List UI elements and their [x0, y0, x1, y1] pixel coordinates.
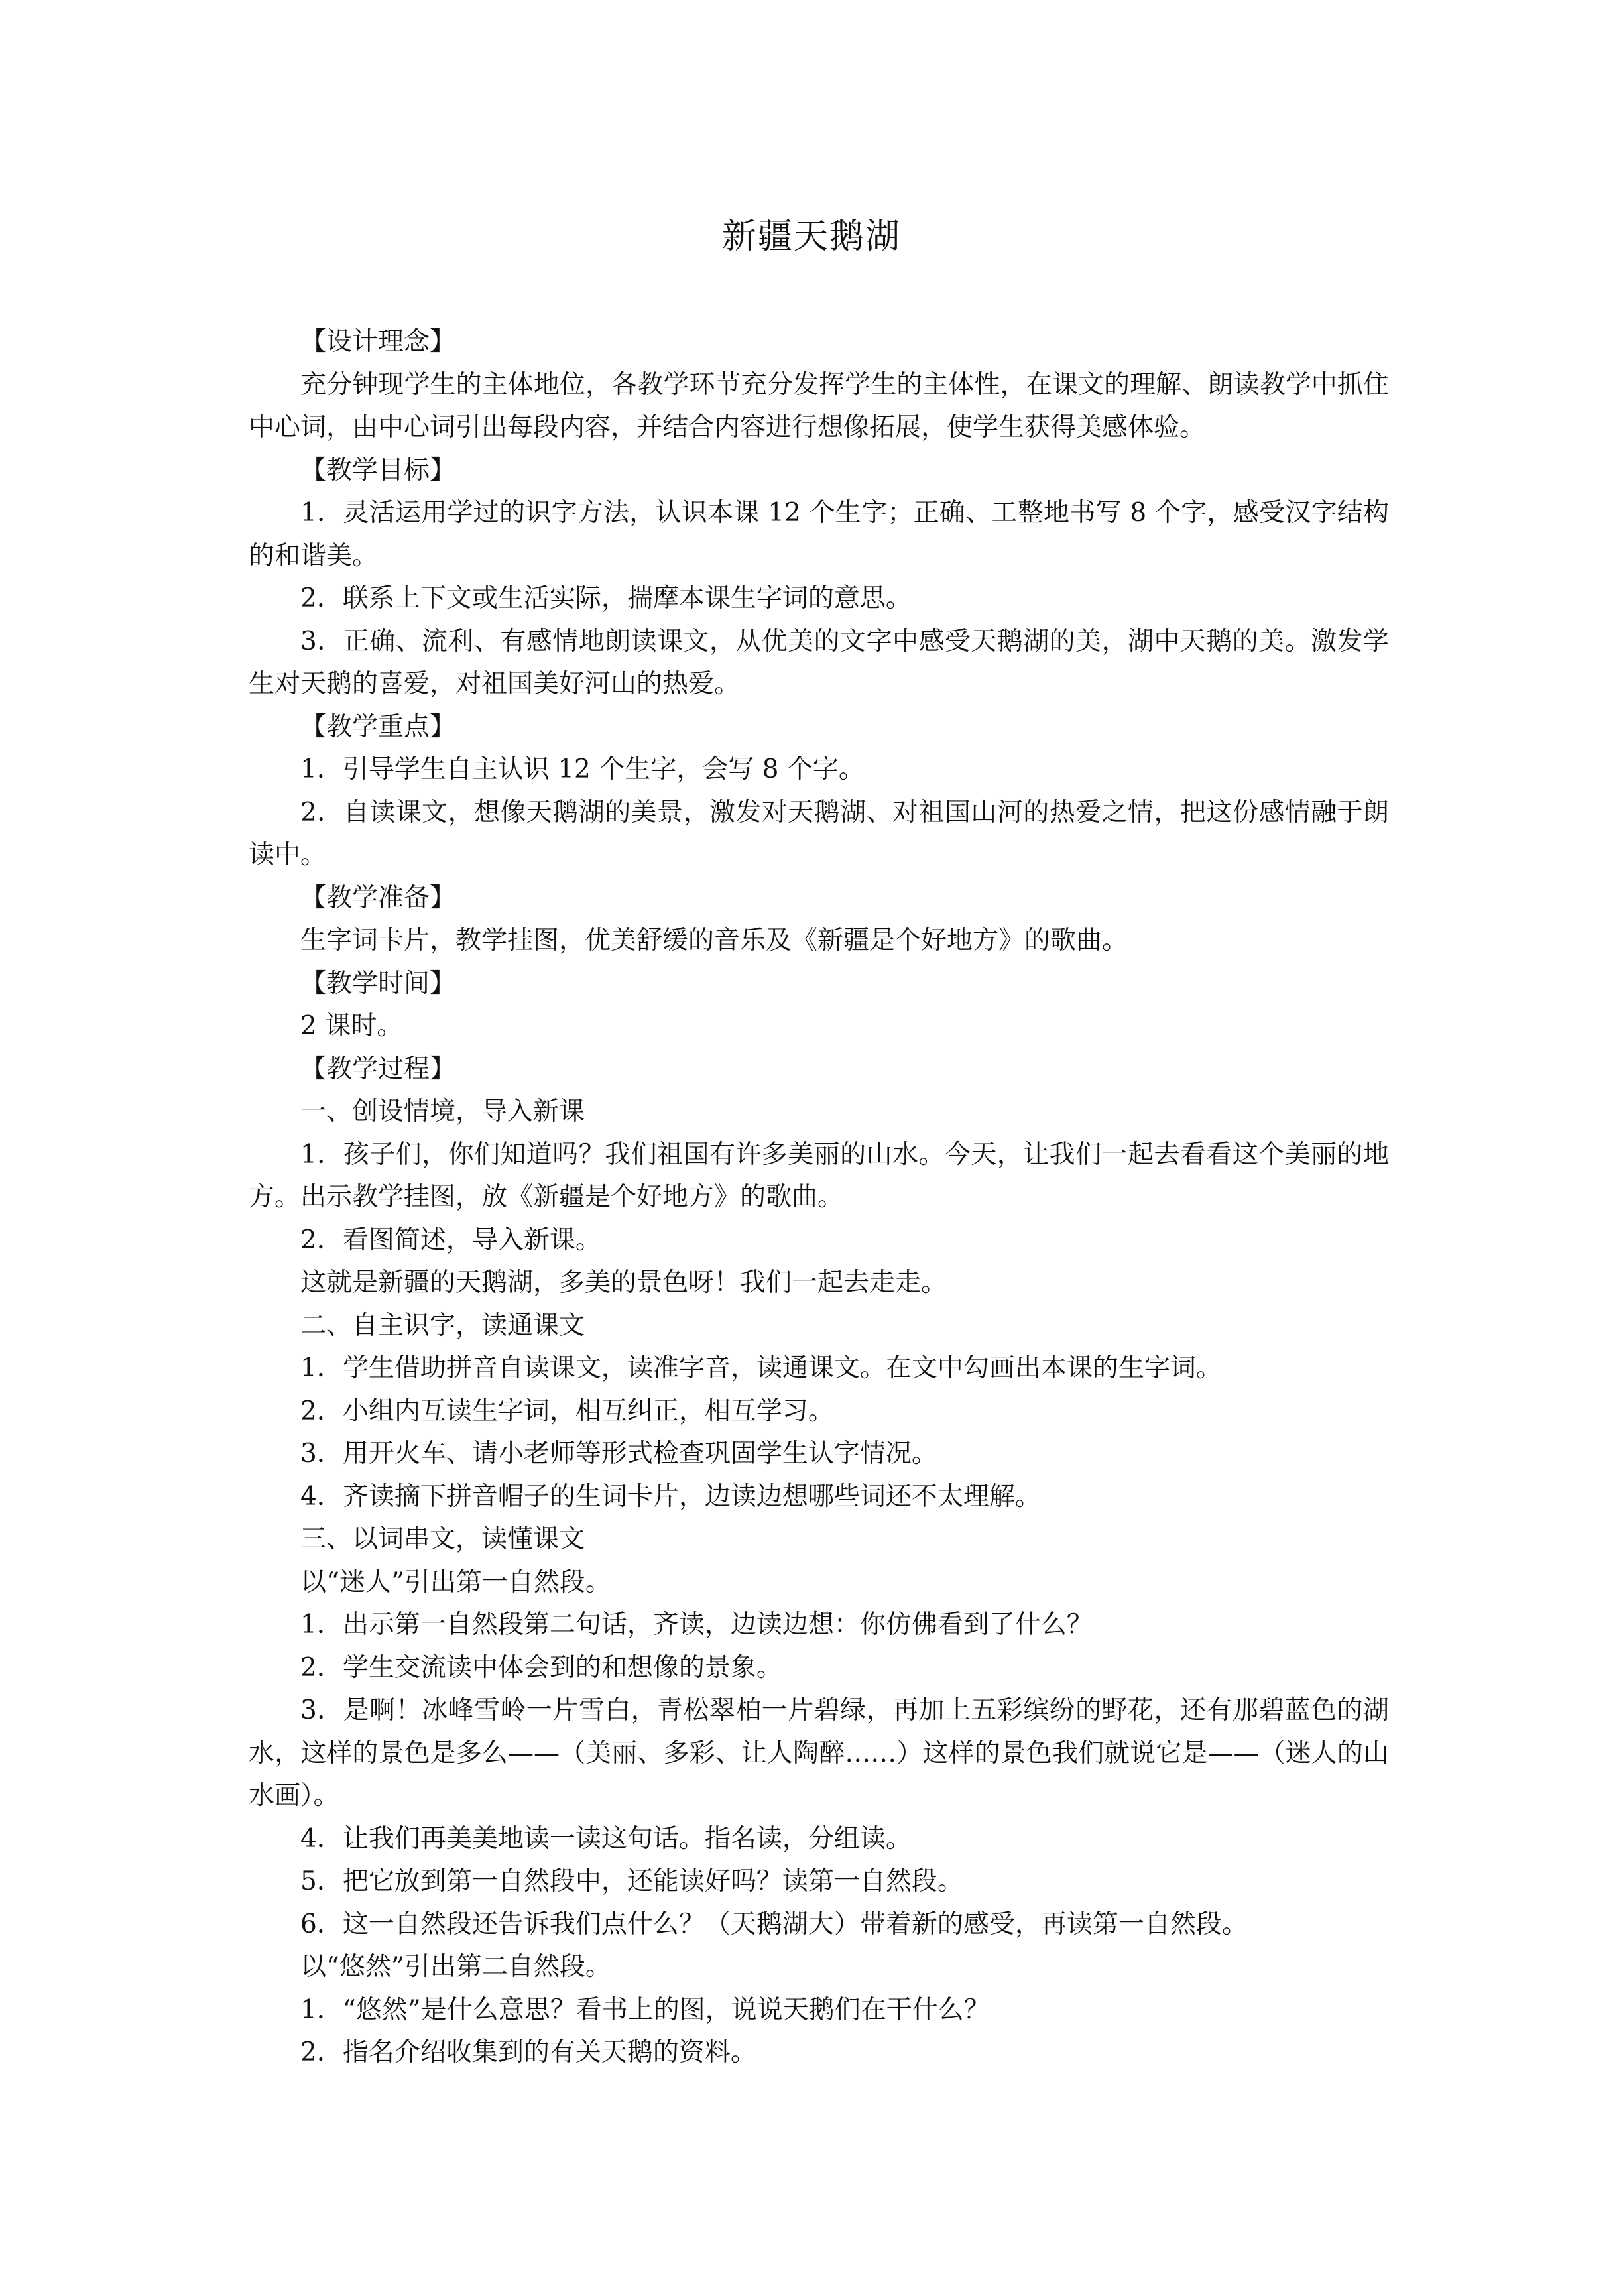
paragraph: 2．学生交流读中体会到的和想像的景象。	[300, 1652, 782, 1683]
paragraph: 1．灵活运用学过的识字方法，认识本课 12 个生字；正确、工整地书写 8 个字，感受汉字结构的和谐美。	[249, 498, 1389, 571]
paragraph: 2．自读课文，想像天鹅湖的美景，激发对天鹅湖、对祖国山河的热爱之情，把这份感情融于朗读中。	[249, 797, 1389, 870]
document-body	[249, 321, 1389, 2075]
paragraph: 1．“悠然”是什么意思？看书上的图，说说天鹅们在干什么？	[300, 1994, 990, 2025]
paragraph: 以“迷人”引出第一自然段。	[300, 1567, 611, 1597]
paragraph: 3．用开火车、请小老师等形式检查巩固学生认字情况。	[300, 1439, 937, 1469]
paragraph: 这就是新疆的天鹅湖，多美的景色呀！我们一起去走走。	[300, 1268, 947, 1298]
paragraph: 1．学生借助拼音自读课文，读准字音，读通课文。在文中勾画出本课的生字词。	[300, 1353, 1222, 1383]
paragraph: 5．把它放到第一自然段中，还能读好吗？读第一自然段。	[300, 1866, 963, 1896]
section-heading-teaching-goals: 【教学目标】	[300, 455, 456, 485]
paragraph: 6．这一自然段还告诉我们点什么？（天鹅湖大）带着新的感受，再读第一自然段。	[300, 1909, 1248, 1939]
paragraph: 4．齐读摘下拼音帽子的生词卡片，边读边想哪些词还不太理解。	[300, 1481, 1041, 1512]
paragraph: 2．指名介绍收集到的有关天鹅的资料。	[300, 2037, 756, 2067]
paragraph: 2．小组内互读生字词，相互纠正，相互学习。	[300, 1396, 834, 1426]
paragraph: 2．联系上下文或生活实际，揣摩本课生字词的意思。	[300, 583, 912, 613]
paragraph: 3．是啊！冰峰雪岭一片雪白，青松翠柏一片碧绿，再加上五彩缤纷的野花，还有那碧蓝色的湖水，这样的景色是多么——（美丽、多彩、让人陶醉……）这样的景色我们就说它是——（迷人的山水画）。	[249, 1695, 1389, 1811]
subheading: 三、以词串文，读懂课文	[300, 1524, 585, 1554]
subheading: 一、创设情境，导入新课	[300, 1097, 585, 1126]
subheading: 二、自主识字，读通课文	[300, 1310, 585, 1341]
paragraph: 2 课时。	[300, 1011, 403, 1041]
paragraph: 1．出示第一自然段第二句话，齐读，边读边想：你仿佛看到了什么？	[300, 1610, 1093, 1640]
section-heading-teaching-time: 【教学时间】	[300, 968, 456, 998]
paragraph: 1．引导学生自主认识 12 个生字，会写 8 个字。	[300, 755, 865, 784]
paragraph: 生字词卡片，教学挂图，优美舒缓的音乐及《新疆是个好地方》的歌曲。	[300, 926, 1128, 955]
section-heading-design-concept: 【设计理念】	[300, 327, 456, 357]
paragraph: 4．让我们再美美地读一读这句话。指名读，分组读。	[300, 1823, 912, 1854]
paragraph: 以“悠然”引出第二自然段。	[300, 1952, 611, 1982]
paragraph: 1．孩子们，你们知道吗？我们祖国有许多美丽的山水。今天，让我们一起去看看这个美丽的地方。出示教学挂图，放《新疆是个好地方》的歌曲。	[249, 1139, 1389, 1212]
section-heading-teaching-prep: 【教学准备】	[300, 882, 456, 913]
paragraph: 3．正确、流利、有感情地朗读课文，从优美的文字中感受天鹅湖的美，湖中天鹅的美。激发学生对天鹅的喜爱，对祖国美好河山的热爱。	[249, 626, 1389, 699]
paragraph: 2．看图简述，导入新课。	[300, 1225, 601, 1255]
section-heading-teaching-focus: 【教学重点】	[300, 711, 456, 742]
document-title: 新疆天鹅湖	[721, 217, 901, 257]
section-heading-teaching-process: 【教学过程】	[300, 1054, 456, 1084]
paragraph: 充分钟现学生的主体地位，各教学环节充分发挥学生的主体性，在课文的理解、朗读教学中抓住中心词，由中心词引出每段内容，并结合内容进行想像拓展，使学生获得美感体验。	[249, 369, 1389, 442]
